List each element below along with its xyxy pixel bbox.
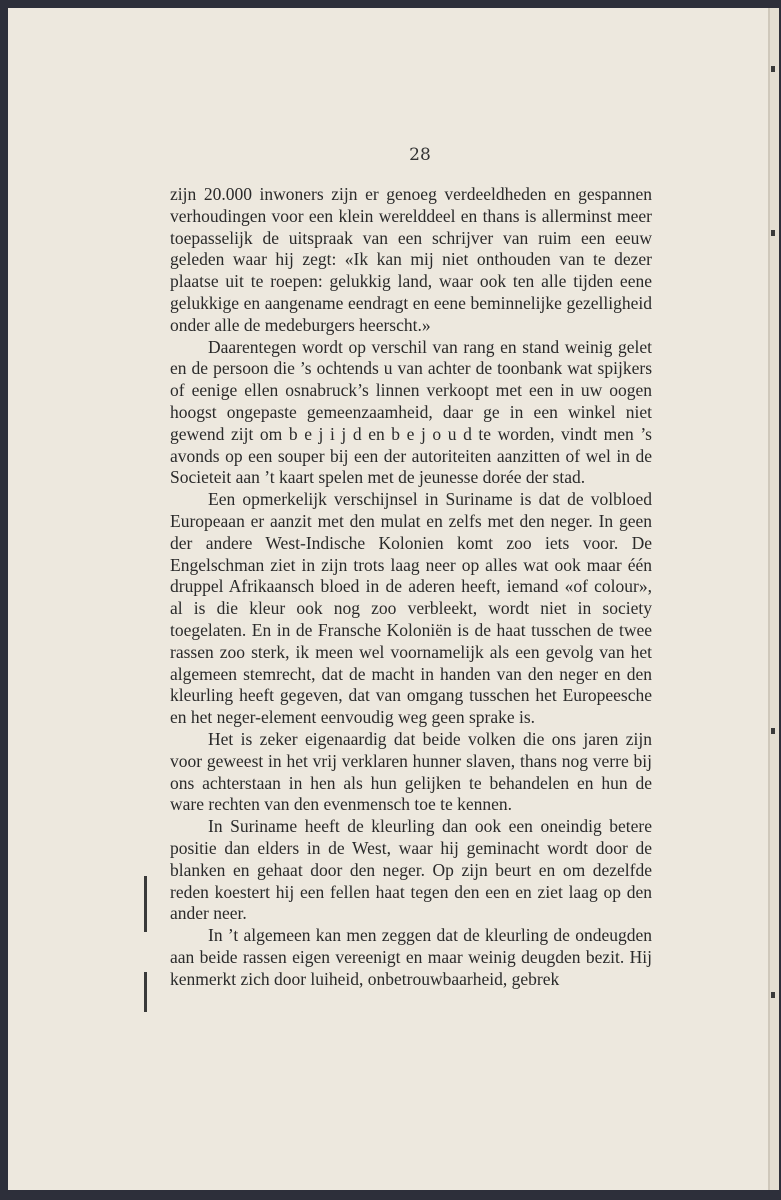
body-text — [170, 184, 652, 990]
edge-mark — [771, 230, 775, 236]
paragraph: In Suriname heeft de kleurling dan ook een oneindig betere positie dan elders in de West, waar hij geminacht wordt door de blanken en gehaat door den neger. Op zijn beurt en om dezelfde reden koestert hij een fellen haat tegen den een en ziet laag op den ander neer. — [170, 816, 652, 924]
edge-mark — [771, 66, 775, 72]
edge-mark — [771, 992, 775, 998]
margin-line — [144, 972, 147, 1012]
edge-mark — [771, 728, 775, 734]
paragraph: Een opmerkelijk verschijnsel in Suriname is dat de volbloed Europeaan er aanzit met den mulat en zelfs met den neger. In geen der andere West-Indische Kolonien komt zoo iets voor. De Engelschman ziet in zijn trots laag neer op alles wat ook maar één druppel Afrikaansch bloed in de aderen heeft, iemand «of colour», al is die kleur ook nog zoo verbleekt, wordt niet in society toegelaten. En in de Fransche Koloniën is de haat tusschen de twee rassen zoo sterk, ik meen wel voornamelijk als een gevolg van het algemeen stemrecht, dat de macht in handen van den neger en den kleurling heeft gegeven, dat van omgang tusschen het Europeesche en het neger-element eenvoudig weg geen sprake is. — [170, 489, 652, 728]
page-edge — [770, 8, 779, 1190]
paragraph: zijn 20.000 inwoners zijn er genoeg verdeeldheden en gespannen verhoudingen voor een klein werelddeel en thans is allerminst meer toepasselijk de uitspraak van een schrijver van ruim een eeuw geleden waar hij zegt: «Ik kan mij niet onthouden van te dezer plaatse uit te roepen: gelukkig land, waar ook ten alle tijden eene gelukkige en aangename eendragt en eene beminnelijke gezelligheid onder alle de medeburgers heerscht.» — [170, 184, 652, 335]
paragraph: Daarentegen wordt op verschil van rang en stand weinig gelet en de persoon die ’s ochtends u van achter de toonbank wat spijkers of eenige ellen osnabruck’s linnen verkoopt met een in uw oogen hoogst ongepaste gemeenzaamheid, daar ge in een winkel niet gewend zijt om b e j i j d en b e j o u d te worden, vindt men ’s avonds op een souper bij een der autoriteiten aanzitten of wel in de Societeit aan ’t kaart spelen met de jeunesse dorée der stad. — [170, 336, 652, 488]
paragraph: Het is zeker eigenaardig dat beide volken die ons jaren zijn voor geweest in het vrij verklaren hunner slaven, thans nog verre bij ons achterstaan in hen als hun gelijken te behandelen en hun de ware rechten van den evenmensch toe te kennen. — [170, 728, 652, 815]
paragraph: In ’t algemeen kan men zeggen dat de kleurling de ondeugden aan beide rassen eigen vereenigt en maar weinig deugden bezit. Hij kenmerkt zich door luiheid, onbetrouwbaarheid, gebrek — [170, 925, 652, 989]
page-number: 28 — [409, 145, 431, 165]
margin-line — [144, 876, 147, 932]
